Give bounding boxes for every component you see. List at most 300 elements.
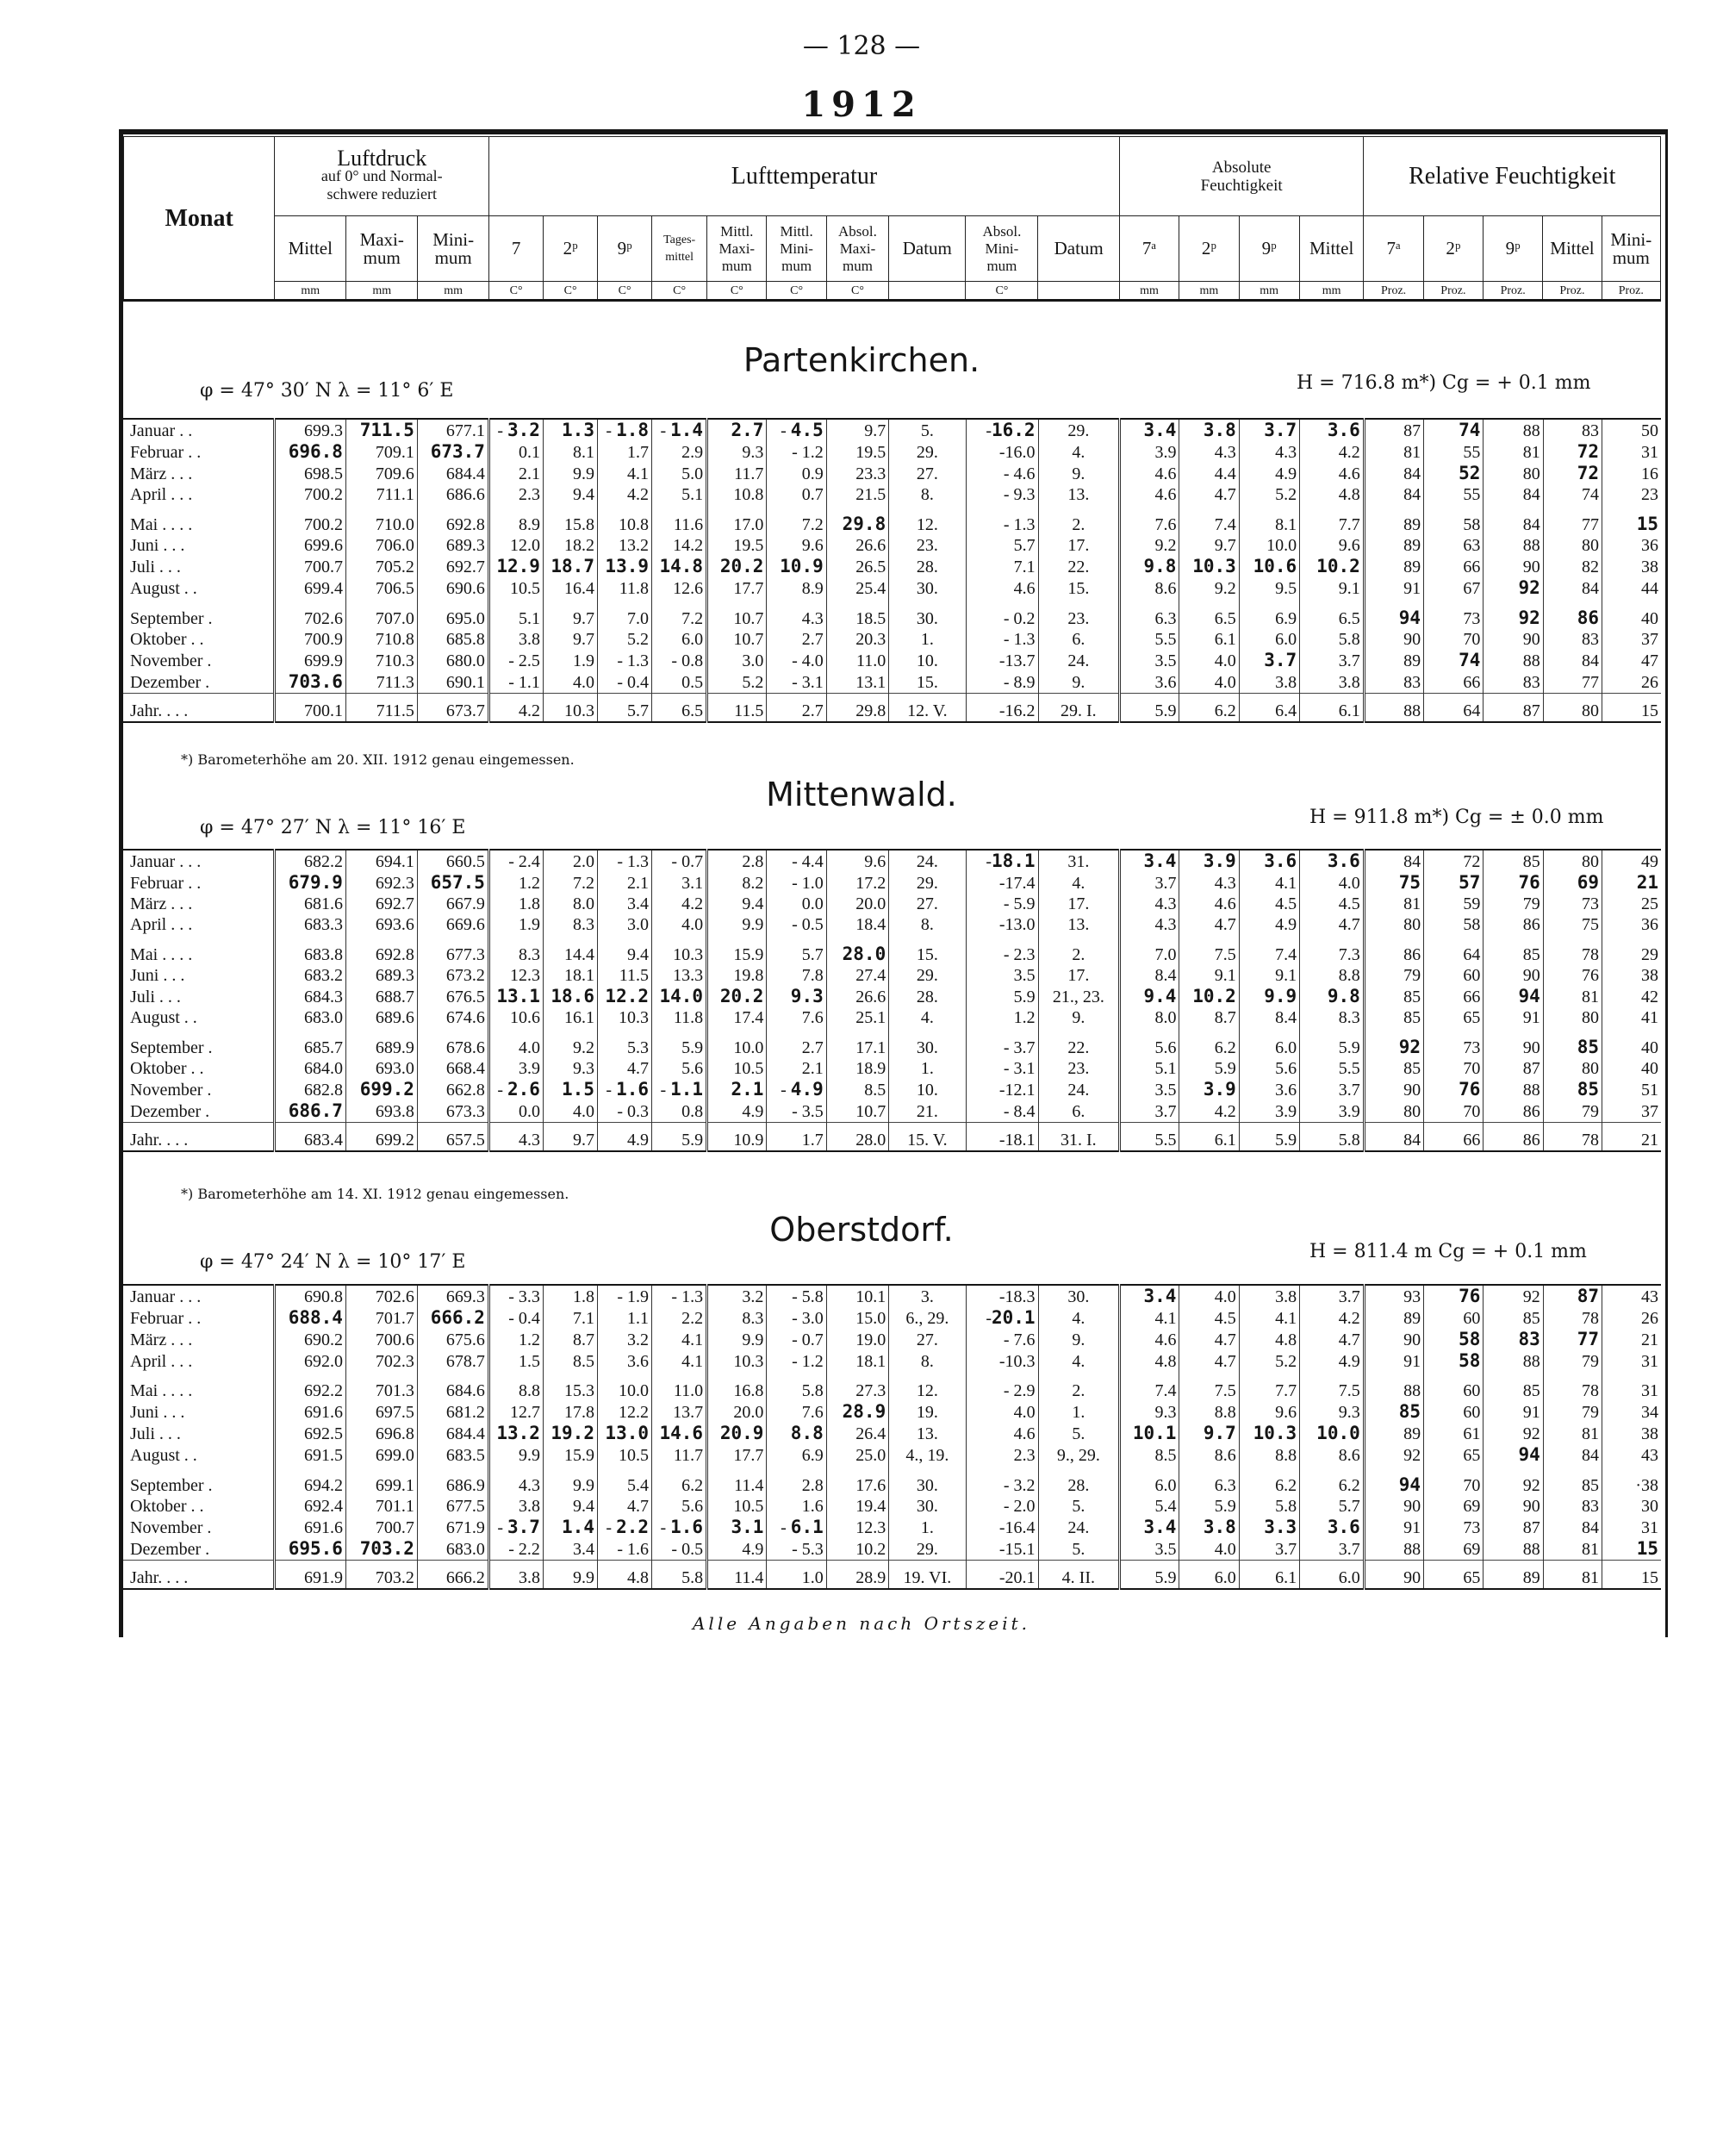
cell-relfeucht-min: 38 (1602, 965, 1661, 986)
cell-temp-7: 4.2 (488, 694, 543, 723)
cell-luftdruck-min: 695.0 (417, 599, 488, 629)
cell-luftdruck-max: 703.2 (345, 1561, 417, 1590)
cell-temp-absol-min: -18.1 (966, 1123, 1038, 1152)
cell-temp-mittl-max: 11.4 (707, 1561, 767, 1590)
cell-temp-datum-max: 15. V. (889, 1123, 966, 1152)
cell-luftdruck-max: 703.2 (345, 1538, 417, 1561)
cell-relfeucht-7a: 89 (1364, 650, 1423, 671)
cell-temp-absol-min: -16.0 (966, 441, 1038, 463)
table-row (123, 441, 1661, 463)
cell-temp-datum-max: 10. (889, 1079, 966, 1100)
cell-monat: Mai . . . . (130, 944, 193, 964)
cell-temp-9p: 3.2 (597, 1329, 651, 1350)
table-row (123, 1329, 1661, 1350)
cell-absfeucht-2p: 6.3 (1179, 1466, 1239, 1496)
hdr-lt-7: 7 (489, 216, 544, 282)
cell-absfeucht-mittel: 7.7 (1300, 505, 1365, 535)
cell-absfeucht-mittel: 8.6 (1300, 1444, 1365, 1466)
cell-relfeucht-min: 15 (1602, 505, 1661, 535)
cell-temp-absol-max: 19.4 (826, 1496, 888, 1517)
cell-relfeucht-mittel: 85 (1543, 1028, 1602, 1058)
cell-relfeucht-mittel: 83 (1543, 419, 1602, 441)
cell-temp-mittl-min: - 4.0 (767, 650, 826, 671)
hdr-ld-min: Mini- mum (418, 216, 489, 282)
cell-absfeucht-7a: 7.6 (1120, 505, 1179, 535)
cell-relfeucht-2p: 66 (1424, 986, 1484, 1007)
cell-temp-datum-max: 5. (889, 419, 966, 441)
station-footnote-mittenwald: *) Barometerhöhe am 14. XI. 1912 genau eingemessen. (181, 1186, 569, 1202)
cell-relfeucht-min: 26 (1602, 671, 1661, 694)
cell-relfeucht-9p: 88 (1484, 1350, 1543, 1372)
table-row (123, 872, 1661, 894)
unit-rf-mittel: Proz. (1543, 282, 1602, 301)
cell-temp-7: 10.6 (488, 1007, 543, 1028)
cell-temp-datum-min: 29. (1038, 419, 1120, 441)
cell-temp-7: 4.3 (488, 1123, 543, 1152)
cell-relfeucht-min: 42 (1602, 986, 1661, 1007)
cell-luftdruck-max: 700.7 (345, 1517, 417, 1538)
cell-relfeucht-9p: 79 (1484, 894, 1543, 914)
cell-absfeucht-7a: 5.5 (1120, 1123, 1179, 1152)
cell-relfeucht-2p: 63 (1424, 535, 1484, 556)
table-row (123, 935, 1661, 965)
cell-absfeucht-mittel: 6.2 (1300, 1466, 1365, 1496)
cell-temp-2p: 8.7 (543, 1329, 597, 1350)
cell-luftdruck-max: 711.1 (345, 484, 417, 505)
cell-relfeucht-2p: 73 (1424, 1028, 1484, 1058)
cell-absfeucht-7a: 5.4 (1120, 1496, 1179, 1517)
cell-temp-absol-min: -16.4 (966, 1517, 1038, 1538)
cell-luftdruck-mittel: 699.4 (274, 577, 345, 599)
cell-absfeucht-7a: 3.4 (1120, 1285, 1179, 1307)
cell-temp-absol-max: 12.3 (826, 1517, 888, 1538)
cell-temp-absol-max: 11.0 (826, 650, 888, 671)
cell-temp-datum-min: 17. (1038, 965, 1120, 986)
unit-lt-dmax (889, 282, 966, 301)
cell-absfeucht-9p: 6.4 (1239, 694, 1299, 723)
cell-temp-9p: - 1.9 (597, 1285, 651, 1307)
cell-temp-mittl-max: 20.0 (707, 1401, 767, 1423)
cell-temp-datum-min: 23. (1038, 599, 1120, 629)
table-row (123, 1285, 1661, 1307)
cell-absfeucht-7a: 4.3 (1120, 914, 1179, 935)
cell-monat: Januar . . . (130, 851, 202, 871)
cell-absfeucht-2p: 9.7 (1179, 535, 1239, 556)
cell-absfeucht-7a: 9.2 (1120, 535, 1179, 556)
cell-temp-datum-max: 8. (889, 1350, 966, 1372)
cell-absfeucht-7a: 4.6 (1120, 484, 1179, 505)
cell-monat: September . (130, 1475, 213, 1495)
cell-temp-mittl-min: 2.7 (767, 629, 826, 650)
cell-absfeucht-mittel: 10.0 (1300, 1423, 1365, 1444)
cell-temp-tagesmittel: 13.3 (652, 965, 707, 986)
cell-temp-2p: 4.0 (543, 1100, 597, 1123)
hdr-lt-mittl-max: Mittl. Maxi- mum (707, 216, 767, 282)
cell-temp-mittl-min: 2.7 (767, 694, 826, 723)
cell-temp-datum-min: 4. (1038, 1307, 1120, 1329)
cell-temp-2p: 9.4 (543, 1496, 597, 1517)
cell-luftdruck-mittel: 686.7 (274, 1100, 345, 1123)
cell-absfeucht-2p: 3.9 (1179, 850, 1239, 872)
cell-absfeucht-mittel: 4.0 (1300, 872, 1365, 894)
cell-relfeucht-9p: 88 (1484, 535, 1543, 556)
cell-luftdruck-max: 697.5 (345, 1401, 417, 1423)
cell-relfeucht-7a: 89 (1364, 505, 1423, 535)
cell-luftdruck-min: 685.8 (417, 629, 488, 650)
table-row (123, 694, 1661, 723)
cell-luftdruck-max: 689.3 (345, 965, 417, 986)
cell-monat: Februar . . (130, 1308, 202, 1328)
cell-relfeucht-7a: 85 (1364, 1058, 1423, 1079)
cell-luftdruck-mittel: 683.3 (274, 914, 345, 935)
cell-temp-datum-min: 31. (1038, 850, 1120, 872)
cell-temp-7: 1.2 (488, 872, 543, 894)
cell-temp-7: 1.5 (488, 1350, 543, 1372)
cell-luftdruck-min: 660.5 (417, 850, 488, 872)
cell-luftdruck-mittel: 679.9 (274, 872, 345, 894)
cell-absfeucht-2p: 8.8 (1179, 1401, 1239, 1423)
cell-absfeucht-7a: 9.3 (1120, 1401, 1179, 1423)
cell-temp-tagesmittel: - 1.6 (652, 1517, 707, 1538)
cell-luftdruck-mittel: 700.9 (274, 629, 345, 650)
cell-temp-mittl-max: 9.9 (707, 1329, 767, 1350)
cell-luftdruck-min: 681.2 (417, 1401, 488, 1423)
cell-temp-7: - 2.5 (488, 650, 543, 671)
cell-relfeucht-mittel: 80 (1543, 535, 1602, 556)
cell-temp-datum-min: 30. (1038, 1285, 1120, 1307)
cell-absfeucht-7a: 3.6 (1120, 671, 1179, 694)
cell-relfeucht-mittel: 73 (1543, 894, 1602, 914)
cell-relfeucht-min: 41 (1602, 1007, 1661, 1028)
cell-absfeucht-9p: 4.1 (1239, 1307, 1299, 1329)
cell-temp-7: 10.5 (488, 577, 543, 599)
cell-relfeucht-mittel: 80 (1543, 850, 1602, 872)
cell-relfeucht-9p: 91 (1484, 1007, 1543, 1028)
cell-temp-7: 3.8 (488, 1496, 543, 1517)
cell-monat: November . (130, 1517, 212, 1537)
cell-temp-7: 13.1 (488, 986, 543, 1007)
cell-relfeucht-7a: 81 (1364, 441, 1423, 463)
cell-temp-9p: 12.2 (597, 986, 651, 1007)
cell-absfeucht-mittel: 3.7 (1300, 1079, 1365, 1100)
cell-monat: Dezember . (130, 672, 210, 692)
cell-temp-7: 12.7 (488, 1401, 543, 1423)
station-coords-partenkirchen: φ = 47° 30′ N λ = 11° 6′ E (200, 380, 454, 402)
cell-relfeucht-7a: 89 (1364, 535, 1423, 556)
header-bottom-rule (123, 299, 1661, 302)
table-row (123, 965, 1661, 986)
unit-lt-tm: C° (652, 282, 707, 301)
cell-temp-2p: 15.3 (543, 1372, 597, 1401)
cell-temp-absol-min: -18.3 (966, 1285, 1038, 1307)
cell-temp-2p: 8.1 (543, 441, 597, 463)
cell-relfeucht-7a: 89 (1364, 1307, 1423, 1329)
cell-temp-9p: 5.7 (597, 694, 651, 723)
table-row (123, 894, 1661, 914)
unit-lt-9p: C° (598, 282, 652, 301)
cell-temp-datum-max: 12. (889, 505, 966, 535)
cell-absfeucht-7a: 5.9 (1120, 694, 1179, 723)
cell-temp-tagesmittel: - 1.3 (652, 1285, 707, 1307)
cell-relfeucht-2p: 58 (1424, 505, 1484, 535)
unit-ld-min: mm (418, 282, 489, 301)
header-abs-feucht-group (1119, 137, 1364, 216)
cell-monat: Juli . . . (130, 987, 181, 1006)
cell-luftdruck-min: 673.7 (417, 694, 488, 723)
cell-temp-datum-min: 5. (1038, 1538, 1120, 1561)
cell-temp-7: 12.3 (488, 965, 543, 986)
cell-absfeucht-mittel: 6.0 (1300, 1561, 1365, 1590)
cell-absfeucht-mittel: 3.7 (1300, 1285, 1365, 1307)
cell-absfeucht-2p: 5.9 (1179, 1058, 1239, 1079)
cell-temp-2p: 9.9 (543, 1466, 597, 1496)
cell-relfeucht-9p: 90 (1484, 629, 1543, 650)
cell-monat: April . . . (130, 915, 193, 934)
cell-absfeucht-7a: 8.5 (1120, 1444, 1179, 1466)
cell-luftdruck-min: 677.1 (417, 419, 488, 441)
cell-temp-2p: 9.9 (543, 1561, 597, 1590)
station-elevation-mittenwald: H = 911.8 m*) Cg = ± 0.0 mm (1309, 807, 1604, 828)
unit-lt-amin: C° (966, 282, 1038, 301)
cell-relfeucht-min: 43 (1602, 1444, 1661, 1466)
cell-absfeucht-mittel: 4.7 (1300, 1329, 1365, 1350)
cell-temp-datum-max: 23. (889, 535, 966, 556)
cell-temp-absol-max: 26.6 (826, 986, 888, 1007)
cell-absfeucht-9p: 8.4 (1239, 1007, 1299, 1028)
cell-temp-absol-max: 28.9 (826, 1401, 888, 1423)
cell-temp-mittl-max: 2.7 (707, 419, 767, 441)
cell-relfeucht-min: 21 (1602, 1123, 1661, 1152)
cell-temp-mittl-min: 2.7 (767, 1028, 826, 1058)
cell-luftdruck-mittel: 691.6 (274, 1517, 345, 1538)
cell-absfeucht-9p: 9.6 (1239, 1401, 1299, 1423)
cell-relfeucht-mittel: 81 (1543, 1561, 1602, 1590)
cell-temp-7: 3.8 (488, 1561, 543, 1590)
cell-absfeucht-mittel: 3.9 (1300, 1100, 1365, 1123)
cell-temp-absol-min: - 5.9 (966, 894, 1038, 914)
cell-temp-datum-max: 29. (889, 441, 966, 463)
cell-relfeucht-9p: 85 (1484, 935, 1543, 965)
cell-temp-datum-min: 6. (1038, 1100, 1120, 1123)
cell-relfeucht-2p: 70 (1424, 1466, 1484, 1496)
cell-temp-absol-max: 23.3 (826, 463, 888, 484)
cell-temp-datum-max: 28. (889, 556, 966, 577)
cell-temp-mittl-min: - 3.1 (767, 671, 826, 694)
cell-relfeucht-9p: 92 (1484, 1423, 1543, 1444)
cell-luftdruck-max: 693.6 (345, 914, 417, 935)
cell-temp-datum-max: 29. (889, 1538, 966, 1561)
table-row (123, 1401, 1661, 1423)
cell-temp-datum-min: 13. (1038, 914, 1120, 935)
table-row (123, 1007, 1661, 1028)
cell-relfeucht-7a: 86 (1364, 935, 1423, 965)
cell-temp-absol-max: 27.3 (826, 1372, 888, 1401)
cell-luftdruck-mittel: 700.2 (274, 505, 345, 535)
cell-monat: Jahr. . . . (123, 1561, 274, 1590)
cell-temp-tagesmittel: 14.0 (652, 986, 707, 1007)
cell-absfeucht-mittel: 5.7 (1300, 1496, 1365, 1517)
table-row (123, 1466, 1661, 1496)
cell-relfeucht-7a: 89 (1364, 1423, 1423, 1444)
cell-absfeucht-7a: 4.6 (1120, 463, 1179, 484)
cell-luftdruck-min: 657.5 (417, 1123, 488, 1152)
cell-temp-tagesmittel: 5.0 (652, 463, 707, 484)
cell-absfeucht-2p: 9.7 (1179, 1423, 1239, 1444)
cell-relfeucht-2p: 76 (1424, 1285, 1484, 1307)
cell-temp-mittl-max: 20.2 (707, 986, 767, 1007)
cell-luftdruck-max: 692.8 (345, 935, 417, 965)
cell-absfeucht-9p: 7.4 (1239, 935, 1299, 965)
cell-temp-datum-max: 6., 29. (889, 1307, 966, 1329)
table-row (123, 505, 1661, 535)
cell-absfeucht-9p: 3.9 (1239, 1100, 1299, 1123)
cell-temp-tagesmittel: 4.0 (652, 914, 707, 935)
station-title-partenkirchen: Partenkirchen. (743, 341, 980, 379)
cell-absfeucht-7a: 7.0 (1120, 935, 1179, 965)
cell-temp-tagesmittel: - 1.4 (652, 419, 707, 441)
cell-relfeucht-min: 16 (1602, 463, 1661, 484)
cell-absfeucht-7a: 4.1 (1120, 1307, 1179, 1329)
cell-temp-datum-max: 29. (889, 965, 966, 986)
cell-temp-absol-min: - 0.2 (966, 599, 1038, 629)
cell-relfeucht-2p: 60 (1424, 1401, 1484, 1423)
cell-absfeucht-7a: 3.9 (1120, 441, 1179, 463)
unit-rf-9p: Proz. (1484, 282, 1543, 301)
table-row (123, 1100, 1661, 1123)
cell-luftdruck-min: 690.1 (417, 671, 488, 694)
cell-temp-mittl-min: - 1.2 (767, 441, 826, 463)
cell-luftdruck-mittel: 699.9 (274, 650, 345, 671)
cell-relfeucht-7a: 84 (1364, 484, 1423, 505)
cell-temp-9p: 10.8 (597, 505, 651, 535)
station-footnote-partenkirchen: *) Barometerhöhe am 20. XII. 1912 genau eingemessen. (181, 751, 575, 768)
cell-luftdruck-min: 667.9 (417, 894, 488, 914)
cell-relfeucht-mittel: 80 (1543, 1058, 1602, 1079)
station-table-mittenwald (123, 849, 1661, 1152)
cell-temp-mittl-max: 19.5 (707, 535, 767, 556)
cell-temp-tagesmittel: 5.6 (652, 1058, 707, 1079)
cell-luftdruck-mittel: 692.0 (274, 1350, 345, 1372)
cell-absfeucht-9p: 5.2 (1239, 484, 1299, 505)
cell-relfeucht-7a: 90 (1364, 1329, 1423, 1350)
cell-temp-7: 13.2 (488, 1423, 543, 1444)
cell-absfeucht-9p: 5.6 (1239, 1058, 1299, 1079)
cell-absfeucht-2p: 4.7 (1179, 1329, 1239, 1350)
cell-absfeucht-mittel: 5.8 (1300, 1123, 1365, 1152)
cell-relfeucht-9p: 86 (1484, 914, 1543, 935)
cell-temp-absol-max: 18.9 (826, 1058, 888, 1079)
cell-temp-mittl-max: 3.1 (707, 1517, 767, 1538)
cell-absfeucht-9p: 6.0 (1239, 1028, 1299, 1058)
table-row (123, 1372, 1661, 1401)
cell-relfeucht-min: 43 (1602, 1285, 1661, 1307)
cell-relfeucht-7a: 75 (1364, 872, 1423, 894)
cell-luftdruck-mittel: 700.2 (274, 484, 345, 505)
cell-luftdruck-mittel: 692.2 (274, 1372, 345, 1401)
cell-relfeucht-9p: 86 (1484, 1100, 1543, 1123)
cell-temp-mittl-max: 10.9 (707, 1123, 767, 1152)
header-monat: Monat (124, 137, 275, 301)
cell-relfeucht-min: 40 (1602, 1028, 1661, 1058)
cell-temp-absol-max: 17.6 (826, 1466, 888, 1496)
cell-monat: Dezember . (130, 1101, 210, 1121)
cell-luftdruck-min: 669.3 (417, 1285, 488, 1307)
cell-luftdruck-max: 706.5 (345, 577, 417, 599)
cell-luftdruck-min: 668.4 (417, 1058, 488, 1079)
cell-luftdruck-max: 699.1 (345, 1466, 417, 1496)
cell-temp-7: 8.9 (488, 505, 543, 535)
cell-temp-datum-min: 23. (1038, 1058, 1120, 1079)
header-luftdruck-sub1: auf 0° und Normal- (320, 167, 443, 184)
cell-luftdruck-min: 666.2 (417, 1561, 488, 1590)
cell-relfeucht-min: 38 (1602, 556, 1661, 577)
cell-absfeucht-7a: 7.4 (1120, 1372, 1179, 1401)
cell-absfeucht-2p: 4.7 (1179, 484, 1239, 505)
cell-luftdruck-min: 692.7 (417, 556, 488, 577)
cell-relfeucht-min: 50 (1602, 419, 1661, 441)
cell-temp-absol-min: 4.6 (966, 1423, 1038, 1444)
unit-rf-min: Proz. (1602, 282, 1660, 301)
cell-temp-tagesmittel: 6.2 (652, 1466, 707, 1496)
cell-luftdruck-max: 693.0 (345, 1058, 417, 1079)
cell-absfeucht-7a: 4.6 (1120, 1329, 1179, 1350)
cell-temp-datum-min: 22. (1038, 556, 1120, 577)
cell-temp-datum-max: 30. (889, 577, 966, 599)
cell-luftdruck-max: 705.2 (345, 556, 417, 577)
station-elevation-partenkirchen: H = 716.8 m*) Cg = + 0.1 mm (1297, 372, 1591, 394)
cell-temp-mittl-max: 5.2 (707, 671, 767, 694)
cell-relfeucht-9p: 86 (1484, 1123, 1543, 1152)
cell-temp-datum-max: 12. V. (889, 694, 966, 723)
cell-temp-2p: 1.5 (543, 1079, 597, 1100)
cell-monat: März . . . (130, 1330, 193, 1349)
cell-relfeucht-2p: 65 (1424, 1561, 1484, 1590)
station-elevation-oberstdorf: H = 811.4 m Cg = + 0.1 mm (1309, 1241, 1587, 1262)
cell-temp-datum-max: 28. (889, 986, 966, 1007)
cell-relfeucht-9p: 87 (1484, 1058, 1543, 1079)
table-row (123, 914, 1661, 935)
cell-relfeucht-7a: 81 (1364, 894, 1423, 914)
cell-luftdruck-min: 673.2 (417, 965, 488, 986)
cell-temp-7: 3.9 (488, 1058, 543, 1079)
cell-temp-7: 3.8 (488, 629, 543, 650)
cell-monat: August . . (130, 1008, 197, 1027)
cell-temp-absol-max: 20.3 (826, 629, 888, 650)
cell-temp-absol-max: 28.0 (826, 1123, 888, 1152)
cell-luftdruck-max: 696.8 (345, 1423, 417, 1444)
cell-relfeucht-2p: 60 (1424, 1372, 1484, 1401)
cell-luftdruck-max: 702.3 (345, 1350, 417, 1372)
cell-temp-mittl-max: 17.7 (707, 1444, 767, 1466)
unit-lt-mmin: C° (767, 282, 826, 301)
hdr-lt-absol-max: Absol. Maxi- mum (826, 216, 888, 282)
cell-temp-datum-max: 8. (889, 484, 966, 505)
table-row (123, 1561, 1661, 1590)
cell-relfeucht-mittel: 84 (1543, 577, 1602, 599)
cell-temp-mittl-max: 10.8 (707, 484, 767, 505)
cell-relfeucht-9p: 92 (1484, 1285, 1543, 1307)
cell-luftdruck-mittel: 700.1 (274, 694, 345, 723)
column-header (123, 136, 1661, 301)
cell-temp-datum-min: 9. (1038, 1007, 1120, 1028)
cell-relfeucht-mittel: 76 (1543, 965, 1602, 986)
cell-temp-7: - 1.1 (488, 671, 543, 694)
cell-temp-absol-max: 13.1 (826, 671, 888, 694)
cell-monat: Februar . . (130, 442, 202, 462)
cell-absfeucht-mittel: 8.8 (1300, 965, 1365, 986)
cell-relfeucht-7a: 91 (1364, 577, 1423, 599)
cell-absfeucht-2p: 4.7 (1179, 1350, 1239, 1372)
